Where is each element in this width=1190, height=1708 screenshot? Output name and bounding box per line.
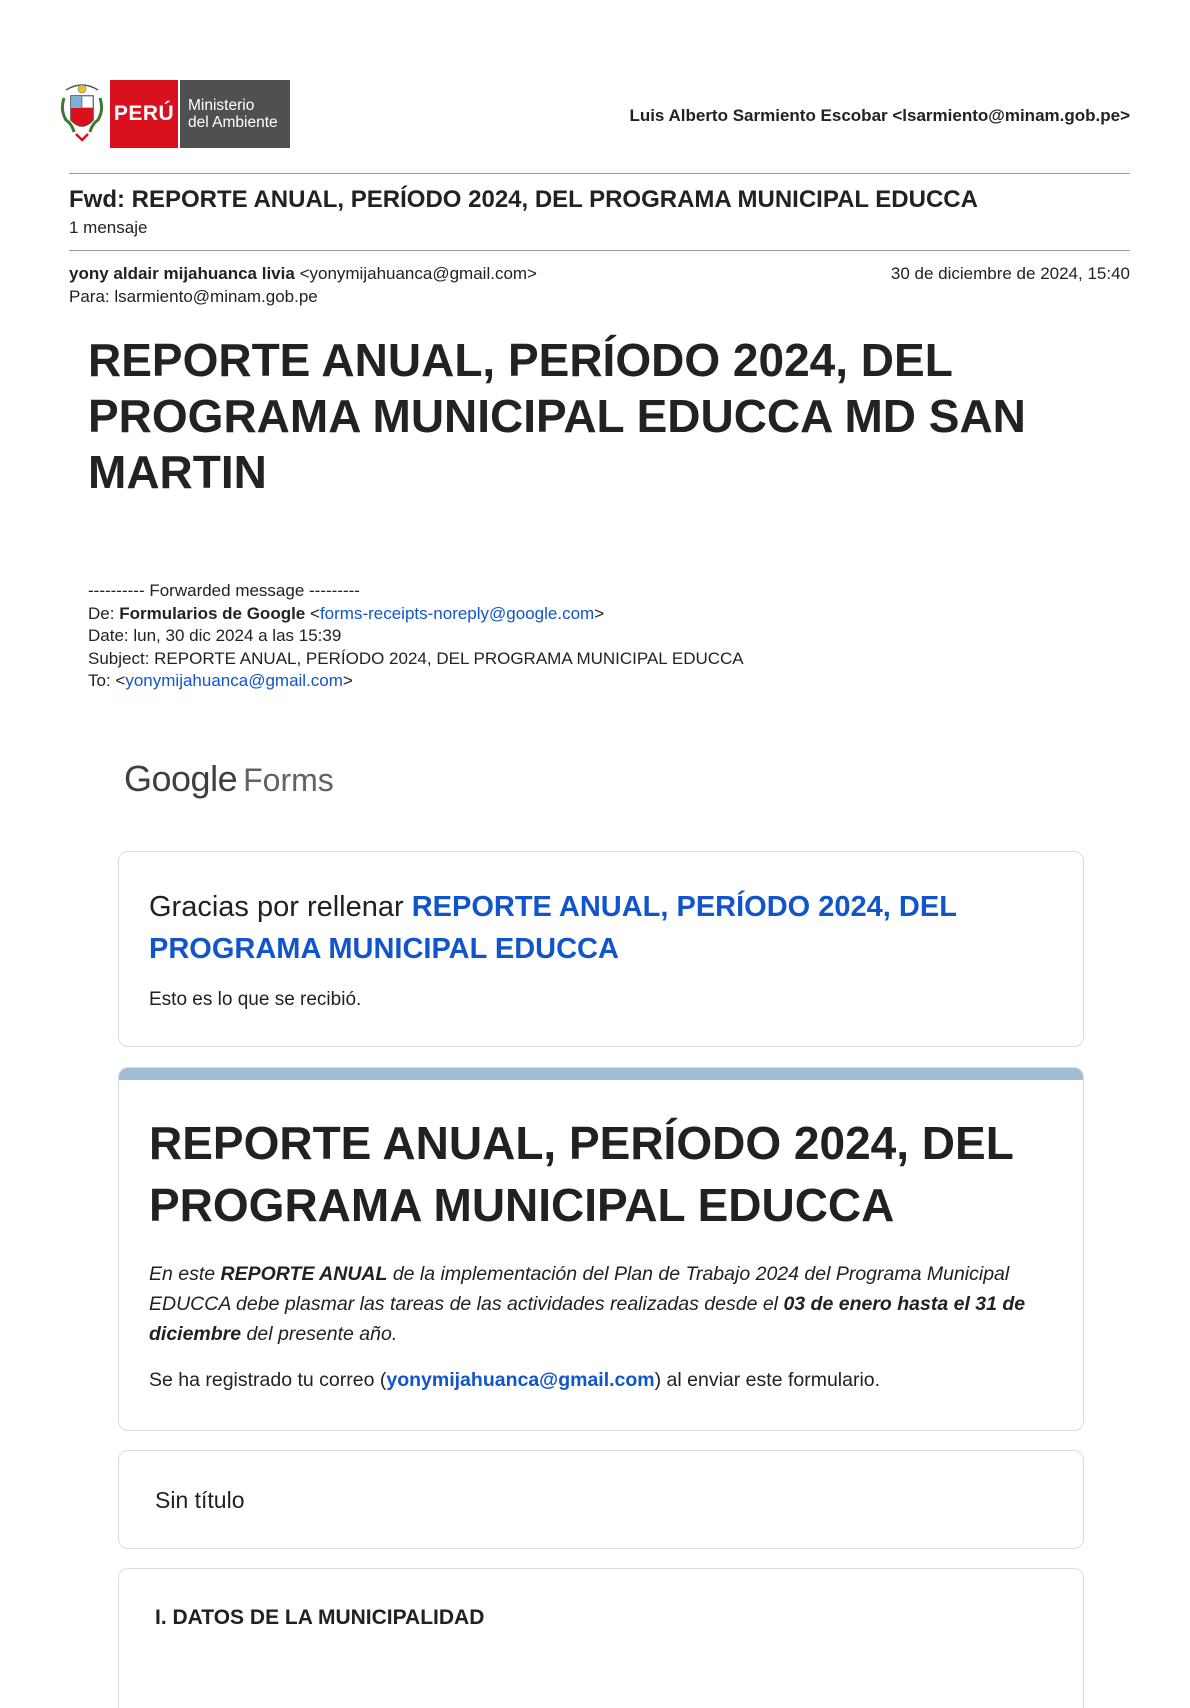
desc-text-2: de la implementación del Plan de Trabajo 2024 del Programa Municipal EDUCCA debe plasmar las tareas de las actividades realizadas desde el (149, 1263, 1010, 1315)
to-label: To: < (88, 671, 126, 690)
ministry-label (178, 80, 290, 148)
google-forms-logo (124, 758, 334, 800)
divider (69, 250, 1130, 251)
google-wordmark: Google (124, 758, 238, 799)
thanks-card (118, 851, 1084, 1047)
message-date: 30 de diciembre de 2024, 15:40 (890, 264, 1130, 283)
forwarded-separator: ---------- Forwarded message --------- (88, 581, 360, 600)
sender-email: <yonymijahuanca@gmail.com> (299, 264, 537, 283)
sender (69, 264, 537, 284)
form-description (149, 1259, 1049, 1349)
ministry-line-2: del Ambiente (188, 114, 278, 131)
sender-name: yony aldair mijahuanca livia (69, 264, 295, 283)
forwarded-to (88, 670, 744, 693)
from-lt: < (305, 603, 320, 623)
email-subject: Fwd: REPORTE ANUAL, PERÍODO 2024, DEL PROGRAMA MUNICIPAL EDUCCA (69, 186, 978, 213)
from-label: De: (88, 603, 120, 623)
divider (69, 173, 1130, 174)
email-registered-note (149, 1369, 880, 1392)
to-gt: > (342, 671, 353, 690)
coat-of-arms-icon (60, 80, 104, 148)
peru-label: PERÚ (110, 80, 178, 148)
email-body-title: REPORTE ANUAL, PERÍODO 2024, DEL PROGRAMA MUNICIPAL EDUCCA MD SAN MARTIN (88, 334, 1026, 498)
forwarded-date: Date: lun, 30 dic 2024 a las 15:39 (88, 626, 342, 645)
received-note: Esto es lo que se recibió. (149, 989, 362, 1010)
recipient: Para: lsarmiento@minam.gob.pe (69, 287, 318, 306)
message-count: 1 mensaje (69, 218, 148, 237)
email-note-prefix: Se ha registrado tu correo ( (149, 1369, 387, 1391)
desc-bold-1: REPORTE ANUAL (220, 1263, 388, 1285)
desc-text-3: del presente año. (241, 1323, 398, 1345)
forwarded-from (88, 603, 744, 626)
form-name-link[interactable]: REPORTE ANUAL, PERÍODO 2024, DEL PROGRAMA MUNICIPAL EDUCCA (149, 891, 957, 965)
municipality-section-card (118, 1568, 1084, 1708)
form-header-card (118, 1067, 1084, 1431)
section-untitled-label: Sin título (155, 1487, 245, 1513)
from-gt: > (594, 603, 605, 623)
thanks-prefix: Gracias por rellenar (149, 891, 412, 923)
forwarded-header (88, 580, 744, 693)
account-name: Luis Alberto Sarmiento Escobar <lsarmiento@minam.gob.pe> (629, 106, 1130, 125)
thanks-heading (149, 886, 1029, 970)
forwarded-subject: Subject: REPORTE ANUAL, PERÍODO 2024, DEL PROGRAMA MUNICIPAL EDUCCA (88, 648, 744, 668)
to-email-link[interactable]: yonymijahuanca@gmail.com (125, 671, 343, 690)
form-accent-bar (119, 1068, 1083, 1080)
desc-bold-2: 03 de enero hasta el 31 de diciembre (149, 1293, 1026, 1345)
email-note-suffix: ) al enviar este formulario. (654, 1369, 881, 1391)
from-name: Formularios de Google (119, 603, 306, 623)
minam-logo (60, 80, 290, 148)
untitled-section-card (118, 1450, 1084, 1549)
ministry-line-1: Ministerio (188, 97, 255, 114)
forms-wordmark: Forms (243, 762, 334, 798)
registered-email-link[interactable]: yonymijahuanca@gmail.com (386, 1369, 655, 1391)
section-title: I. DATOS DE LA MUNICIPALIDAD (155, 1606, 485, 1629)
form-title: REPORTE ANUAL, PERÍODO 2024, DEL PROGRAMA MUNICIPAL EDUCCA (149, 1117, 1013, 1231)
from-email-link[interactable]: forms-receipts-noreply@google.com (319, 603, 595, 623)
desc-text-1: En este (149, 1263, 221, 1285)
